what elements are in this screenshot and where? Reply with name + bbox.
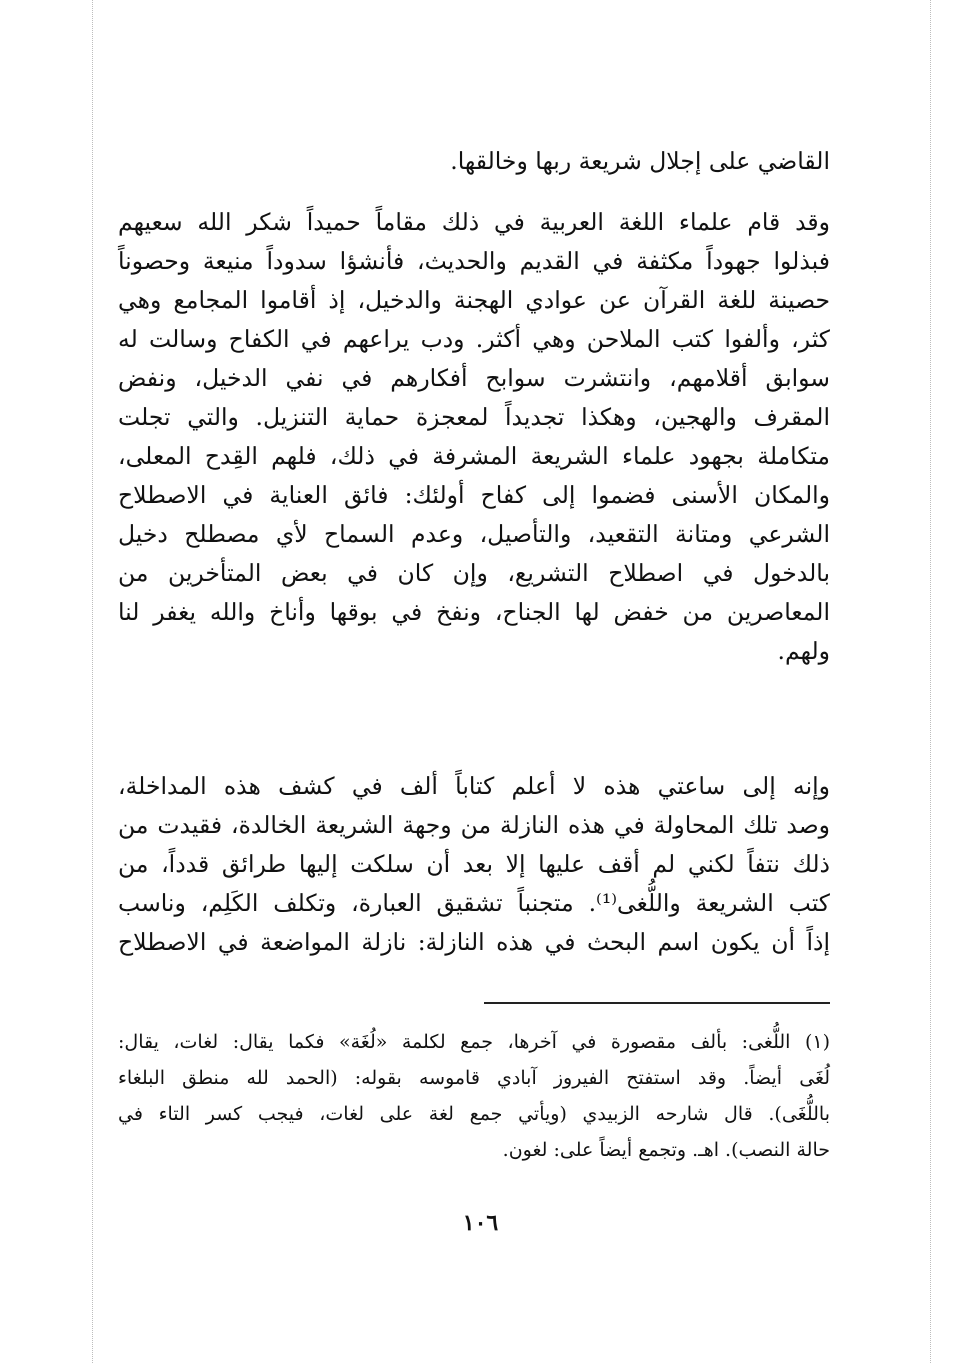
text-line: حصينة للغة القرآن عن عوادي الهجنة والدخيل، إذ أقاموا المجامع وهي: [118, 286, 830, 314]
scan-margin-line: [930, 0, 931, 1363]
text-line: وقد قام علماء اللغة العربية في ذلك مقاماً حميداً شكر الله سعيهم: [118, 208, 830, 236]
footnote-separator: [484, 1002, 830, 1004]
text-line: وصد تلك المحاولة في هذه النازلة من وجهة الشريعة الخالدة، فقيدت من: [118, 811, 830, 839]
text-line: بالدخول في اصطلاح التشريع، وإن كان في بعض المتأخرين من: [118, 559, 830, 587]
text-line: وإنه إلى ساعتي هذه لا أعلم كتاباً ألف في كشف هذه المداخلة،: [118, 772, 830, 800]
text-line: كتب الشريعة واللُّغى⁽¹⁾. متجنباً تشقيق العبارة، وتكلف الكَلِم، وناسب: [118, 889, 830, 917]
text-line: ولهم.: [777, 637, 830, 665]
page-number: ١٠٦: [462, 1210, 499, 1236]
footnote-line: باللُّغَى). قال شارحه الزبيدي (ويأتي جمع لغة على لغات، فيجب كسر التاء في: [118, 1103, 830, 1125]
text-line: والمكان الأسنى فضموا إلى كفاح أولئك: فائق العناية في الاصطلاح: [118, 481, 830, 509]
footnote-line: لُغَى أيضاً. وقد استفتح الفيروز آبادي قاموسه بقوله: (الحمد لله منطق البلغاء: [118, 1067, 830, 1089]
text-line: فبذلوا جهوداً مكثفة في القديم والحديث، فأنشؤا سدوداً منيعة وحصوناً: [118, 247, 830, 275]
paragraph-2: [118, 203, 830, 671]
footnote-line: حالة النصب). اهـ. وتجمع أيضاً على: لغون.: [502, 1139, 830, 1161]
scan-margin-line: [92, 0, 93, 1363]
footnote: [118, 1024, 830, 1168]
text-line: ذلك نتفاً لكني لم أقف عليها إلا بعد أن سلكت إليها طرائق قدداً، من: [118, 850, 830, 878]
paragraph-1: [118, 142, 830, 181]
text-line: الشرعي ومتانة التقعيد، والتأصيل، وعدم السماح لأي مصطلح دخيل: [118, 520, 830, 548]
text-line: إذاً أن يكون اسم البحث في هذه النازلة: نازلة المواضعة في الاصطلاح: [118, 928, 830, 956]
footnote-line: (١) اللُّغى: بألف مقصورة في آخرها، جمع لكلمة «لُغَة» فكما يقال: لغات، يقال:: [118, 1031, 830, 1053]
text-line: القاضي على إجلال شريعة ربها وخالقها.: [450, 147, 830, 175]
text-line: المعاصرين من خفض لها الجناح، ونفخ في بوقها وأناخ والله يغفر لنا: [118, 598, 830, 626]
text-line: سوابق أقلامهم، وانتشرت سوابح أفكارهم في نفي الدخيل، ونفض: [118, 364, 830, 392]
text-line: المقرف والهجين، وهكذا تجديداً لمعجزة حماية التنزيل. والتي تجلت: [118, 403, 830, 431]
paragraph-3: [118, 767, 830, 962]
text-line: كثر، وألفوا كتب الملاحن وهي أكثر. ودب يراعهم في الكفاح وسالت له: [118, 325, 830, 353]
text-line: متكاملة بجهود علماء الشريعة المشرفة في ذلك، فلهم القِدح المعلى،: [118, 442, 830, 470]
